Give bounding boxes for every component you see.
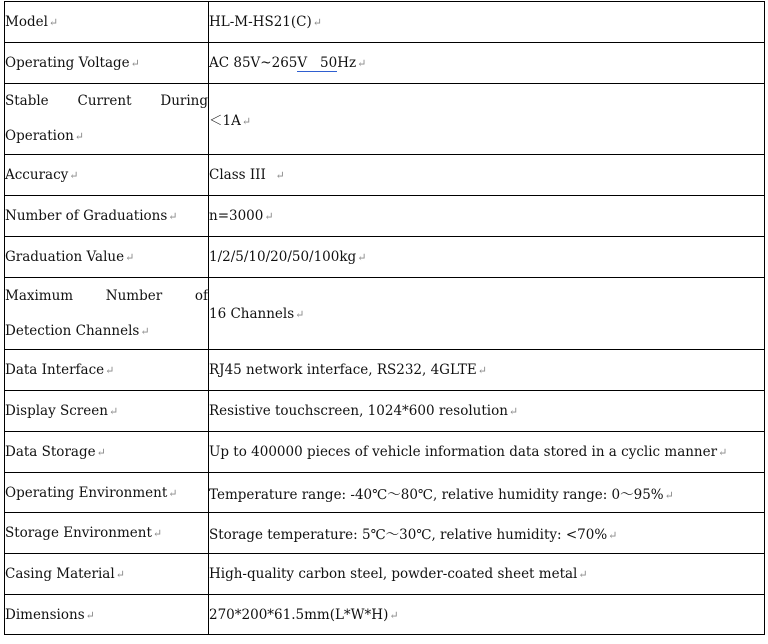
row-label: Model↵ (5, 2, 209, 43)
table-row (5, 2, 765, 43)
row-label: Stable Current During Operation↵ (5, 84, 209, 155)
row-value: Resistive touchscreen, 1024*600 resolution↵ (209, 391, 765, 432)
row-label: Graduation Value↵ (5, 237, 209, 278)
row-label: Display Screen↵ (5, 391, 209, 432)
table-row (5, 473, 765, 513)
table-row (5, 43, 765, 84)
table-row (5, 554, 765, 595)
row-label: Storage Environment↵ (5, 513, 209, 554)
row-value: HL-M-HS21(C)↵ (209, 2, 765, 43)
row-value: n=3000↵ (209, 196, 765, 237)
row-label: Casing Material↵ (5, 554, 209, 595)
table-row (5, 237, 765, 278)
row-label: Operating Environment↵ (5, 473, 209, 513)
row-value: 1/2/5/10/20/50/100kg↵ (209, 237, 765, 278)
spec-table (4, 1, 765, 635)
row-label: Number of Graduations↵ (5, 196, 209, 237)
row-value: 270*200*61.5mm(L*W*H)↵ (209, 595, 765, 635)
row-value: Up to 400000 pieces of vehicle information data stored in a cyclic manner↵ (209, 432, 765, 473)
row-label: Data Storage↵ (5, 432, 209, 473)
row-label: Dimensions↵ (5, 595, 209, 635)
table-row (5, 513, 765, 554)
row-value: AC 85V~265V 50Hz↵ (209, 43, 765, 84)
row-value: Storage temperature: 5℃～30℃, relative humidity: <70%↵ (209, 513, 765, 554)
row-label: Operating Voltage↵ (5, 43, 209, 84)
row-value: Class III ↵ (209, 155, 765, 196)
table-row (5, 84, 765, 155)
table-row (5, 155, 765, 196)
row-value: High-quality carbon steel, powder-coated sheet metal↵ (209, 554, 765, 595)
row-value: ＜1A↵ (209, 84, 765, 155)
row-value: 16 Channels↵ (209, 278, 765, 350)
row-value: RJ45 network interface, RS232, 4GLTE↵ (209, 350, 765, 391)
table-row (5, 350, 765, 391)
table-row (5, 196, 765, 237)
table-row (5, 278, 765, 350)
row-label: Accuracy↵ (5, 155, 209, 196)
row-label: Data Interface↵ (5, 350, 209, 391)
row-label: Maximum Number of Detection Channels↵ (5, 278, 209, 350)
table-row (5, 432, 765, 473)
table-row (5, 391, 765, 432)
table-row (5, 595, 765, 635)
row-value: Temperature range: -40℃～80℃, relative humidity range: 0～95%↵ (209, 473, 765, 513)
